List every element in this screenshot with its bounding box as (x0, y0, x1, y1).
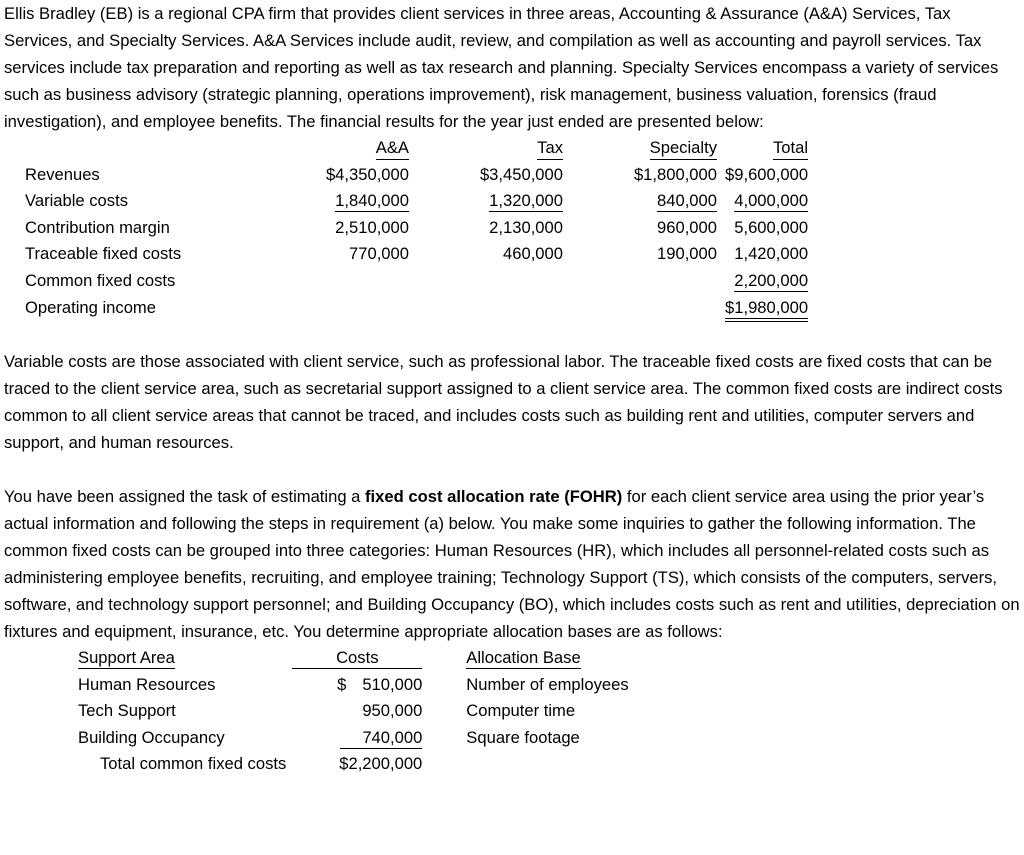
row-label-operating-income: Operating income (25, 297, 156, 317)
row-label-variable-costs: Variable costs (25, 191, 128, 211)
cell-total-cost: $2,200,000 (339, 754, 423, 774)
cell-operating-income-total (725, 295, 908, 322)
cell-contribution-margin-aa: 2,510,000 (335, 217, 409, 237)
cell-operating-income-specialty (571, 295, 725, 322)
table-row (0, 672, 842, 699)
cell-variable-costs-specialty (571, 188, 725, 215)
cost-amount-group (286, 672, 422, 699)
column-header-aa-label: A&A (376, 137, 409, 160)
support-column-header-area-label: Support Area (78, 648, 175, 668)
table-row (0, 241, 908, 268)
cell-allocation-base-hr: Number of employees (466, 674, 629, 694)
cell-common-fixed-costs-tax (417, 268, 571, 295)
section-spacer (0, 456, 1024, 483)
row-label-contribution-margin: Contribution margin (25, 217, 170, 237)
cell-common-fixed-costs-aa (263, 268, 417, 295)
support-total-row (0, 751, 842, 778)
cell-allocation-base-bo: Square footage (466, 727, 580, 747)
cell-contribution-margin-specialty: 960,000 (657, 217, 717, 237)
section-spacer (0, 321, 1024, 348)
financial-results-table (0, 135, 908, 321)
cell-traceable-fixed-costs-aa: 770,000 (349, 244, 409, 264)
table-row (0, 215, 908, 242)
column-header-specialty (571, 135, 725, 162)
fohr-term-bold: fixed cost allocation rate (FOHR) (365, 487, 623, 507)
cell-traceable-fixed-costs-total: 1,420,000 (734, 244, 809, 264)
table-row (0, 268, 908, 295)
cell-total-base (422, 751, 842, 778)
cell-revenues-specialty: $1,800,000 (633, 164, 717, 184)
support-column-header-base-label: Allocation Base (466, 648, 581, 668)
support-area-table (0, 645, 842, 778)
cell-value: 1,840,000 (335, 191, 409, 211)
cell-value: 1,320,000 (489, 191, 563, 211)
cost-value: 740,000 (340, 727, 422, 749)
cost-definitions-paragraph: Variable costs are those associated with client service, such as professional labor. The traceable fixed costs are fixed costs that can be traced to the client service area, such as secretarial support assigned to a client service area. The common fixed costs are indirect costs common to all client service areas that cannot be traced, and includes costs such as building rent and utilities, computer servers and support, and human resources. (4, 352, 1003, 453)
cell-common-fixed-costs-total (725, 268, 908, 295)
column-header-tax-label: Tax (537, 137, 563, 160)
cell-contribution-margin-total: 5,600,000 (734, 217, 809, 237)
support-column-header-costs (286, 645, 422, 672)
cell-revenues-tax: $3,450,000 (479, 164, 563, 184)
table-row (0, 725, 842, 752)
cell-revenues-total: $9,600,000 (725, 164, 809, 184)
cell-support-area-bo: Building Occupancy (78, 727, 225, 747)
column-header-total-label: Total (773, 137, 808, 160)
cell-value: 2,200,000 (734, 270, 809, 290)
row-label-traceable-fixed-costs: Traceable fixed costs (25, 244, 182, 264)
task-paragraph-part2: for each client service area using the prior year’s actual information and following the steps in requirement (a) below. You make some inquiries to gather the following information. The common fixed costs can be grouped into three categories: Human Resources (HR), which includes all personnel-related costs such as administering employee benefits, recruiting, and employee training; Technology Support (TS), which consists of the computers, servers, software, and technology support personnel; and Building Occupancy (BO), which includes costs such as rent and utilities, depreciation on fixtures and equipment, insurance, etc. You determine appropriate allocation bases are as follows: (4, 487, 1020, 642)
table-row (0, 162, 908, 189)
cell-traceable-fixed-costs-tax: 460,000 (503, 244, 563, 264)
column-header-total (725, 135, 908, 162)
cell-variable-costs-tax (417, 188, 571, 215)
cell-total-label: Total common fixed costs (100, 754, 287, 774)
column-header-aa (263, 135, 417, 162)
cell-value: 840,000 (657, 191, 717, 211)
support-column-header-costs-label: Costs (292, 647, 422, 669)
cell-traceable-fixed-costs-specialty: 190,000 (657, 244, 717, 264)
header-blank (0, 135, 263, 162)
cell-operating-income-aa (263, 295, 417, 322)
cell-common-fixed-costs-specialty (571, 268, 725, 295)
cell-support-area-ts: Tech Support (78, 701, 176, 721)
cell-support-area-hr: Human Resources (78, 674, 216, 694)
table-row (0, 698, 842, 725)
support-column-header-base (422, 645, 842, 672)
row-label-revenues: Revenues (25, 164, 100, 184)
cell-operating-income-tax (417, 295, 571, 322)
column-header-specialty-label: Specialty (650, 137, 717, 160)
intro-paragraph: Ellis Bradley (EB) is a regional CPA firm that provides client services in three areas, Accounting & Assurance (A&A) Services, Tax Services, and Specialty Services. A&A Services include audit, review, and compilation as well as accounting and payroll services. Tax services include tax preparation and reporting as well as tax research and planning. Specialty Services encompass a variety of services such as business advisory (strategic planning, operations improvement), risk management, business valuation, forensics (fraud investigation), and employee benefits. The financial results for the year just ended are presented below: (4, 4, 999, 131)
row-label-common-fixed-costs: Common fixed costs (25, 270, 176, 290)
support-column-header-area (0, 645, 286, 672)
cell-contribution-margin-tax: 2,130,000 (489, 217, 563, 237)
cell-variable-costs-total (725, 188, 908, 215)
task-paragraph-part1: You have been assigned the task of estimating a (4, 487, 366, 507)
cost-value: 510,000 (362, 674, 423, 694)
table-header-row (0, 135, 908, 162)
cell-support-cost-bo (286, 725, 422, 752)
cell-support-cost-ts: 950,000 (362, 701, 423, 721)
cell-value: $1,980,000 (725, 297, 809, 317)
table-row (0, 295, 908, 322)
cell-allocation-base-ts: Computer time (466, 701, 576, 721)
task-assignment-paragraph (0, 483, 1024, 645)
support-header-row (0, 645, 842, 672)
cell-support-cost-hr (286, 672, 422, 699)
cell-revenues-aa: $4,350,000 (325, 164, 409, 184)
cell-value: 4,000,000 (734, 191, 809, 211)
dollar-sign: $ (337, 674, 347, 694)
column-header-tax (417, 135, 571, 162)
table-row (0, 188, 908, 215)
cell-variable-costs-aa (263, 188, 417, 215)
